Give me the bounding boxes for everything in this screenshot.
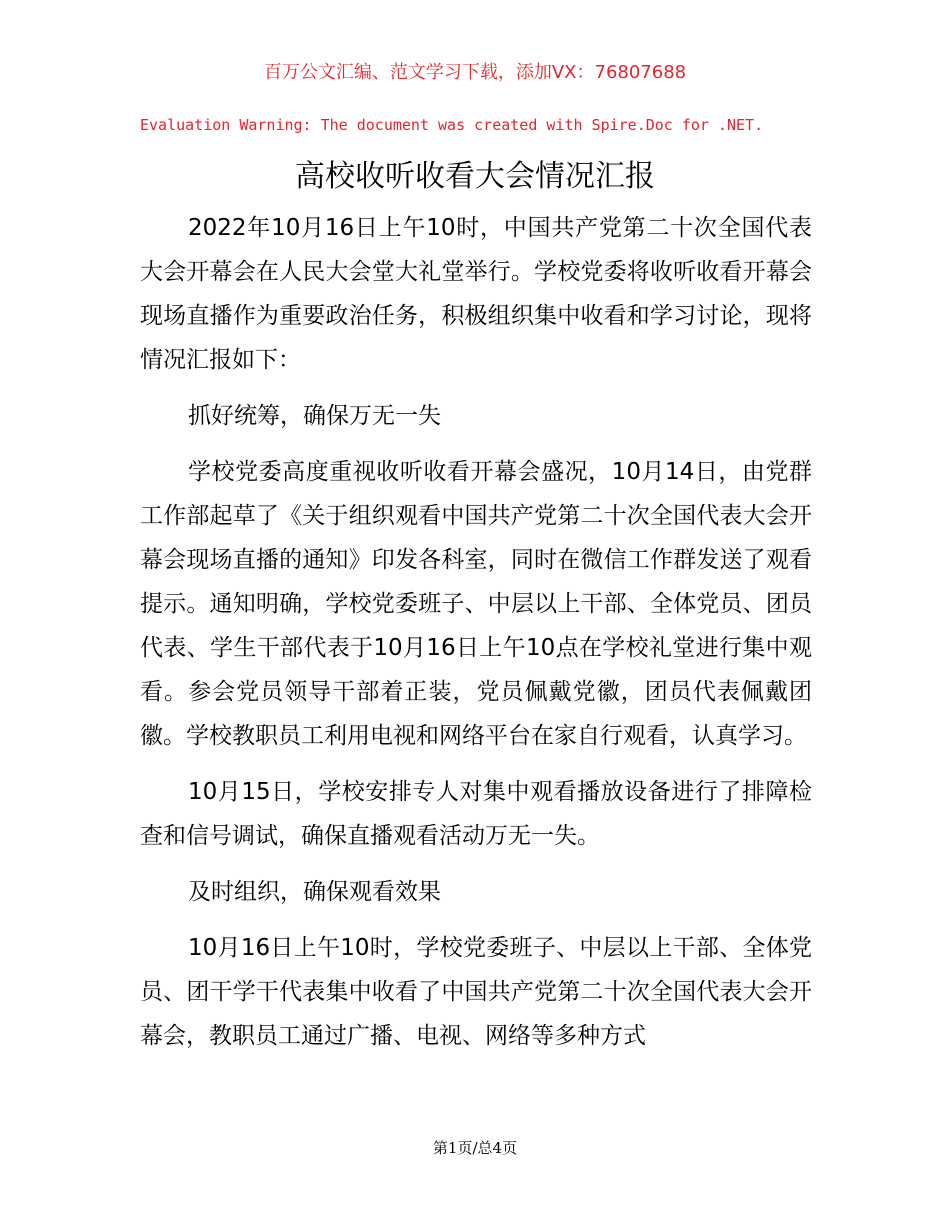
- paragraph-intro: 2022年10月16日上午10时，中国共产党第二十次全国代表大会开幕会在人民大会堂大礼堂举行。学校党委将收听收看开幕会现场直播作为重要政治任务，积极组织集中收看和学习讨论，现将情况汇报如下：: [140, 215, 812, 373]
- page-footer: 第1页/总4页: [432, 1139, 518, 1157]
- paragraph: 学校党委高度重视收听收看开幕会盛况，10月14日，由党群工作部起草了《关于组织观看中国共产党第二十次全国代表大会开幕会现场直播的通知》印发各科室，同时在微信工作群发送了观看提示。通知明确，学校党委班子、中层以上干部、全体党员、团员代表、学生干部代表于10月16日上午10点在学校礼堂进行集中观看。参会党员领导干部着正装，党员佩戴党徽，团员代表佩戴团徽。学校教职员工利用电视和网络平台在家自行观看，认真学习。: [140, 459, 812, 749]
- document-body: [140, 206, 812, 1070]
- document-title: 高校收听收看大会情况汇报: [295, 159, 655, 194]
- paragraph: 10月15日，学校安排专人对集中观看播放设备进行了排障检查和信号调试，确保直播观看活动万无一失。: [140, 779, 812, 849]
- header-note: 百万公文汇编、范文学习下载，添加VX：76807688: [263, 62, 687, 83]
- paragraph: 10月16日上午10时，学校党委班子、中层以上干部、全体党员、团干学干代表集中收看了中国共产党第二十次全国代表大会开幕会，教职员工通过广播、电视、网络等多种方式: [140, 935, 812, 1049]
- evaluation-warning: Evaluation Warning: The document was created with Spire.Doc for .NET.: [140, 116, 764, 134]
- section-heading-2: 及时组织，确保观看效果: [188, 879, 441, 905]
- section-heading-1: 抓好统筹，确保万无一失: [188, 403, 441, 429]
